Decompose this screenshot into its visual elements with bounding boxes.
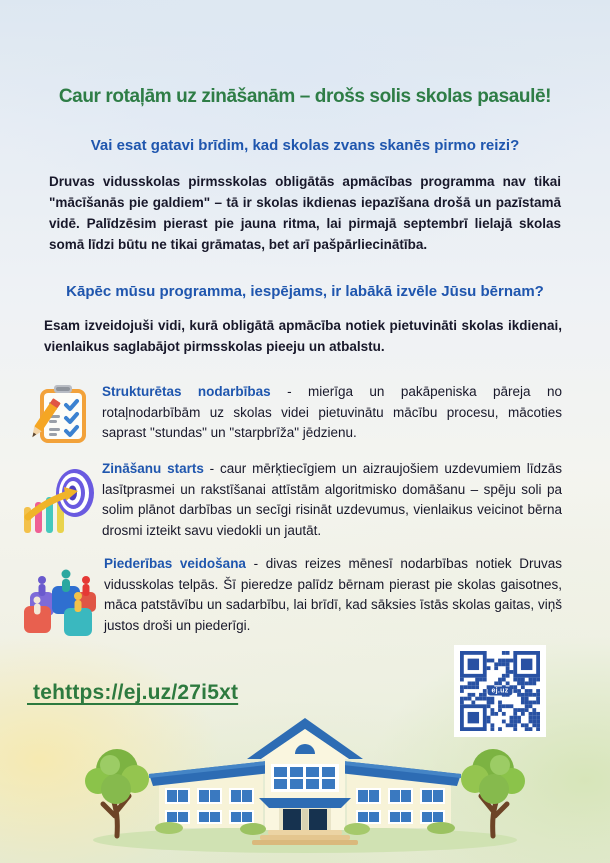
checklist-clipboard-icon xyxy=(22,382,96,446)
community-blocks-icon xyxy=(22,554,98,636)
page-title: Caur rotaļām uz zināšanām – drošs solis skolas pasaulē! xyxy=(58,86,552,107)
answer-paragraph: Esam izveidojuši vidi, kurā obligātā apmācība notiek pietuvināti skolas ikdienai, vienlaikus saglabājot pirmsskolas pieeju un atbalstu. xyxy=(44,318,562,354)
why-heading: Kāpēc mūsu programma, iespējams, ir labākā izvēle Jūsu bērnam? xyxy=(66,283,544,300)
feature-title: Zināšanu starts xyxy=(102,461,204,476)
feature-title: Piederības veidošana xyxy=(104,556,246,571)
subtitle-question: Vai esat gatavi brīdim, kad skolas zvans skanēs pirmo reizi? xyxy=(90,137,520,154)
qr-center-label: ej.uz xyxy=(487,687,512,696)
school-building-illustration xyxy=(85,716,525,859)
feature-structured-lessons xyxy=(22,382,562,446)
target-growth-icon xyxy=(22,459,96,537)
feature-text xyxy=(104,554,562,636)
feature-belonging xyxy=(22,554,562,636)
feature-title: Strukturētas nodarbības xyxy=(102,384,271,399)
feature-description: - divas reizes mēnesī nodarbības notiek Druvas vidusskolas telpās. Šī pieredze palīdz bērnam pierast pie skolas gaisotnes, māca patstāvību un sadarbību, lai brīdī, kad sāksies īstās skolas gaitas, viņš justos droši un piederīgi. xyxy=(104,556,562,633)
feature-knowledge-start xyxy=(22,459,562,541)
tree-left xyxy=(85,749,149,836)
feature-description: - caur mērķtiecīgiem un aizraujošiem uzdevumiem līdzās lasītprasmei un rakstīšanai attīstām algoritmisko domāšanu – spēju soli pa solim plānot darbības un secīgi risināt uzdevumus, vienlaikus veicinot bērna drosmi izteikt savu viedokli un jautāt. xyxy=(102,461,563,538)
tree-right xyxy=(461,749,525,836)
feature-text xyxy=(102,382,562,444)
feature-text xyxy=(102,459,562,541)
intro-paragraph: Druvas vidusskolas pirmsskolas obligātās apmācības programma nav tikai "mācīšanās pie galdiem" – tā ir skolas ikdienas iepazīšana drošā un pazīstamā vidē. Palīdzēsim pierast pie jauna ritma, lai pirmajā septembrī lielajā skolas somā līdzi būtu ne tikai grāmatas, bet arī pašpārliecinātība. xyxy=(49,174,561,252)
registration-link[interactable]: tehttps://ej.uz/27i5xt xyxy=(27,681,239,704)
feature-list xyxy=(22,382,562,636)
feature-description: - mierīga un pakāpeniska pāreja no rotaļnodarbībām uz skolas videi pietuvinātu mācību procesu, mācoties saprast "stundas" un "starpbrīža" jēdzienu. xyxy=(102,384,562,440)
